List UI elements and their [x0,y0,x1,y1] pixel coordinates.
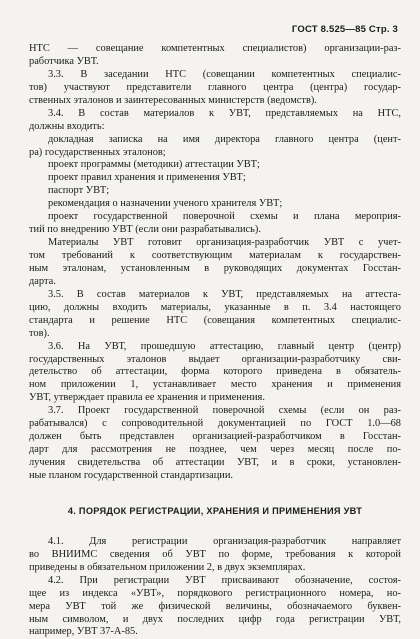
section-title: 4. ПОРЯДОК РЕГИСТРАЦИИ, ХРАНЕНИЯ И ПРИМЕНЕНИЯ УВТ [67,505,363,516]
text-line: цию, должны входить материалы, указанные в п. 3.4 настоящего [29,301,401,313]
text-line: например, УВТ 37-А-85. [29,626,138,638]
text-line: ном приложении 1, устанавливает место хранения и применения [29,379,401,391]
text-line: ственных эталонов и заинтересованных министерств (ведомств). [29,94,317,106]
text-line: проект государственной поверочной схемы и плана мероприя- [48,211,401,223]
text-line: ным эталонам, установленным в руководящих документах Госстан- [29,262,401,274]
text-line: тов). [29,327,50,339]
text-line: дарта. [29,275,56,287]
text-line: докладная записка на имя директора главного центра (цент- [48,133,401,145]
text-line: тов) участвуют представители главного центра (центра) государ- [29,81,401,93]
text-line: УВТ, утверждает правила ее хранения и применения. [29,392,265,404]
text-line: проект правил хранения и применения УВТ; [48,172,246,184]
text-line: мера УВТ той же физической величины, обозначаемого буквен- [29,600,401,612]
section-3-text [29,43,401,483]
text-line: рабатывался) с сопроводительной документацией по ГОСТ 1.0—68 [29,418,401,430]
text-line: 3.4. В состав материалов к УВТ, представляемых на НТС, [48,107,401,119]
text-line: приведены в обязательном приложении 2, в двух экземплярах. [29,561,306,573]
text-line: проект программы (методики) аттестации УВТ; [48,159,260,171]
document-body [29,43,401,639]
text-line: 3.3. В заседании НТС (совещании компетентных специалис- [48,68,401,80]
text-line: том требований к соответствующим материалам к государствен- [29,250,401,261]
text-line: ные планом государственной стандартизации. [29,469,233,481]
page-header: ГОСТ 8.525—85 Стр. 3 [291,24,398,35]
text-line: ным символом, и двух последних цифр года регистрации УВТ, [29,613,401,625]
section-4-text [29,536,401,639]
text-line: стандарта и решение НТС (совещания компетентных специалис- [29,314,401,326]
text-line: 4.2. При регистрации УВТ присваивают обозначение, состоя- [48,574,401,586]
text-line: 3.6. На УВТ, прошедшую аттестацию, главный центр (центр) [48,340,401,352]
text-line: детельство об аттестации, форма которого приведена в обязатель- [29,366,401,378]
text-line: 4.1. Для регистрации организация-разработчик направляет [48,535,401,547]
text-line: во ВНИИМС сведения об УВТ по форме, требования к которой [29,548,401,560]
text-line: 3.5. В состав материалов к УВТ, представляемых на аттеста- [48,288,401,300]
text-line: щее из индекса «УВТ», порядкового регистрационного номера, но- [29,587,401,599]
text-line: лучения свидетельства об аттестации УВТ, и в сроки, установлен- [29,457,401,468]
text-line: государственных эталонов выдает организации-разработчику сви- [29,353,401,365]
text-line: тий по внедрению УВТ (если они разрабатывались). [29,224,261,236]
text-line: рекомендация о назначении ученого хранителя УВТ; [48,198,283,210]
text-line: должен быть представлен организацией-разработчиком в Госстан- [29,431,401,443]
text-line: Материалы УВТ готовит организация-разработчик УВТ с учет- [48,237,401,249]
text-line: 3.7. Проект государственной поверочной схемы (если он раз- [48,405,401,417]
text-line: НТС — совещание компетентных специалистов) организации-раз- [29,43,401,54]
text-line: паспорт УВТ; [48,185,110,197]
text-line: работчика УВТ. [29,55,99,67]
text-line: ра) государственных эталонов; [29,146,166,158]
text-line: должны входить: [29,120,105,132]
text-line: дарт для рассмотрения не позднее, чем через месяц после по- [29,444,401,456]
